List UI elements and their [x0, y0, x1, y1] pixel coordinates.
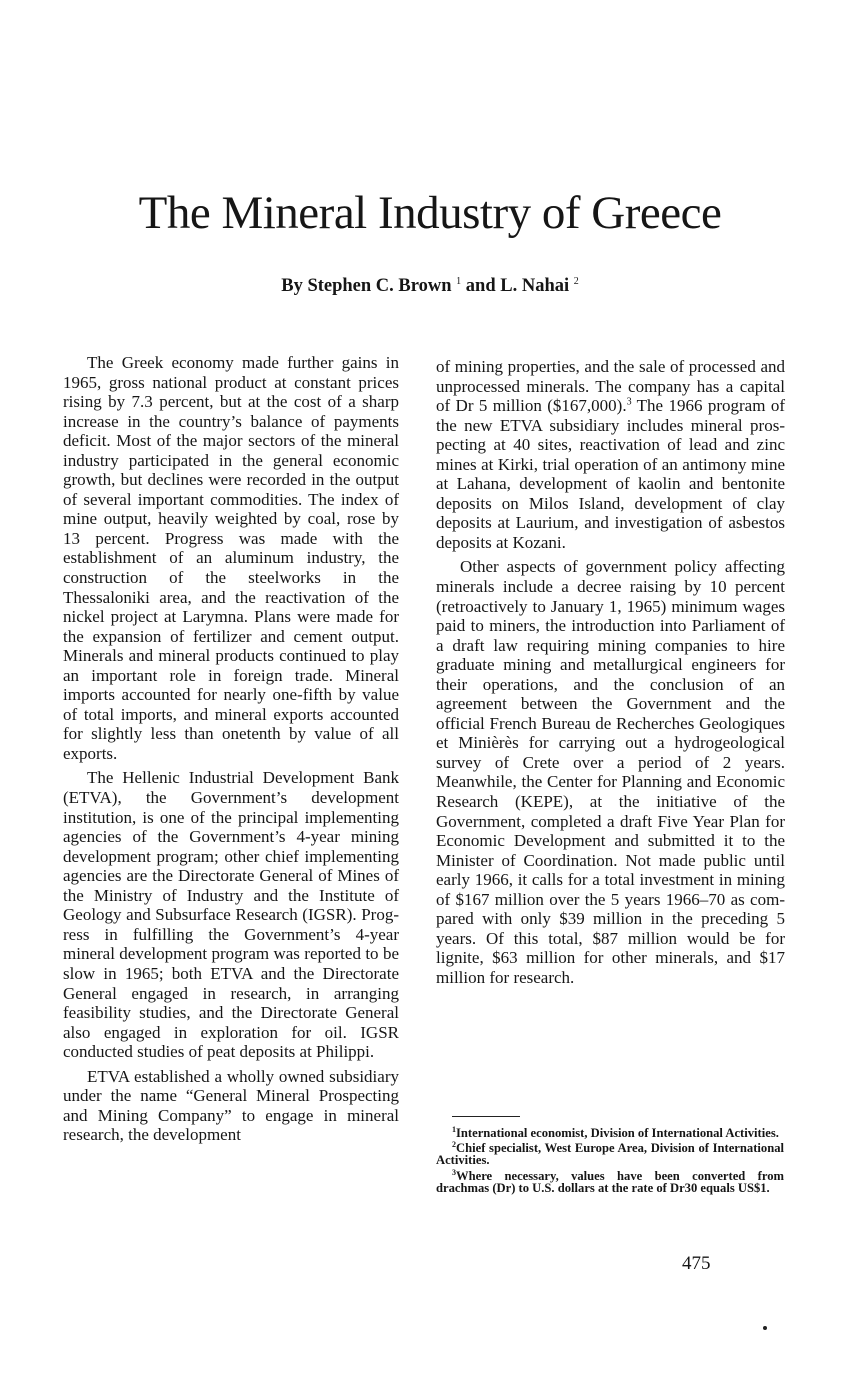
footnote-text: International economist, Division of International Activities.	[456, 1126, 779, 1140]
footnote-divider	[452, 1116, 520, 1117]
page-number: 475	[682, 1253, 711, 1274]
footnotes	[436, 1124, 784, 1197]
left-column	[63, 353, 399, 1145]
article-title: The Mineral Industry of Greece	[138, 187, 722, 239]
right-column	[436, 357, 785, 988]
footnote-text: Where necessary, values have been converted from drachmas (Dr) to U.S. dollars at the rate of Dr30 equals US$1.	[436, 1168, 784, 1195]
footnote-text: Chief specialist, West Europe Area, Division of International Activities.	[436, 1141, 784, 1168]
subsidiary-text-a: of mining properties, and the sale of processed and unprocessed minerals. The company has a capital of Dr 5 million ($167,000).	[436, 357, 785, 416]
footnote-2	[436, 1142, 784, 1166]
subsidiary-text-b: The 1966 program of the new ETVA subsidiary includes mineral prospecting at 40 sites, reactivation of lead and zinc mines at Kirki, trial operation of an antimony mine at Lahana, development of kaolin and bentonite deposits on Milos Island, development of clay deposits at Laurium, and investigation of asbestos deposits at Kozani.	[436, 396, 785, 552]
footnote-1	[436, 1124, 784, 1140]
byline-author-1: By Stephen C. Brown	[281, 276, 452, 297]
footnote-mark: 1	[452, 1124, 456, 1134]
footnote-mark: 3	[452, 1167, 456, 1177]
byline	[0, 276, 860, 297]
scan-speck	[763, 1326, 767, 1330]
byline-author-2: and L. Nahai	[465, 276, 570, 297]
footnote-ref-3[interactable]: 3	[626, 396, 632, 408]
paragraph-government-policy: Other aspects of government policy affecting minerals include a decree raising by 10 percent (retroactively to January 1, 1965) minimum wages paid to miners, the introduction into Parliament of a draft law requiring mining companies to hire graduate mining and metallurgical engineers for their operations, and the conclusion of an agreement between the Government and the official French Bureau de Recherches Geologiques et Minièrès for carrying out a hydrogeological survey of Crete over a period of 2 years. Meanwhile, the Center for Planning and Economic Research (KEPE), at the initiative of the Government, completed a draft Five Year Plan for Economic Development and submitted it to the Minister of Coordination. Not made public until early 1966, it calls for a total investment in mining of $167 million over the 5 years 1966–70 as compared with only $39 million in the preceding 5 years. Of this total, $87 million would be for lignite, $63 million for other minerals, and $17 million for research.	[436, 557, 785, 987]
author-2-footnote-ref[interactable]: 2	[573, 276, 579, 287]
paragraph-etva-subsidiary: ETVA established a wholly owned subsidiary under the name “General Mineral Prospecting and Mining Company” to engage in mineral research, the development	[63, 1066, 399, 1145]
footnote-mark: 2	[452, 1140, 456, 1150]
paragraph-subsidiary-continued	[436, 357, 785, 552]
paragraph-etva-bank: The Hellenic Industrial Development Bank (ETVA), the Government’s development institution, is one of the principal implementing agencies of the Government’s 4-year mining development program; other chief implementing agencies are the Directorate General of Mines of the Ministry of Industry and the Institute of Geology and Subsurface Research (IGSR). Progress in fulfilling the Government’s 4-year mineral development program was reported to be slow in 1965; both ETVA and the Directorate General engaged in research, in arranging feasibility studies, and the Directorate General also engaged in exploration for oil. IGSR conducted studies of peat deposits at Philippi.	[63, 768, 399, 1062]
footnote-3	[436, 1167, 784, 1195]
author-1-footnote-ref[interactable]: 1	[456, 276, 462, 287]
paragraph-economy-overview: The Greek economy made further gains in 1965, gross national product at constant prices rising by 7.3 percent, but at the cost of a sharp increase in the country’s balance of payments deficit. Most of the major sectors of the mineral industry participated in the general economic growth, but declines were recorded in the output of several important commodities. The index of mine output, heavily weighted by coal, rose by 13 percent. Progress was made with the establishment of an aluminum industry, the construction of the steelworks in the Thessaloniki area, and the reactivation of the nickel project at Larymna. Plans were made for the expansion of fertilizer and cement output. Minerals and mineral products continued to play an important role in foreign trade. Mineral imports accounted for nearly one-fifth by value of total imports, and mineral exports accounted for slightly less than onetenth by value of all exports.	[63, 353, 399, 763]
